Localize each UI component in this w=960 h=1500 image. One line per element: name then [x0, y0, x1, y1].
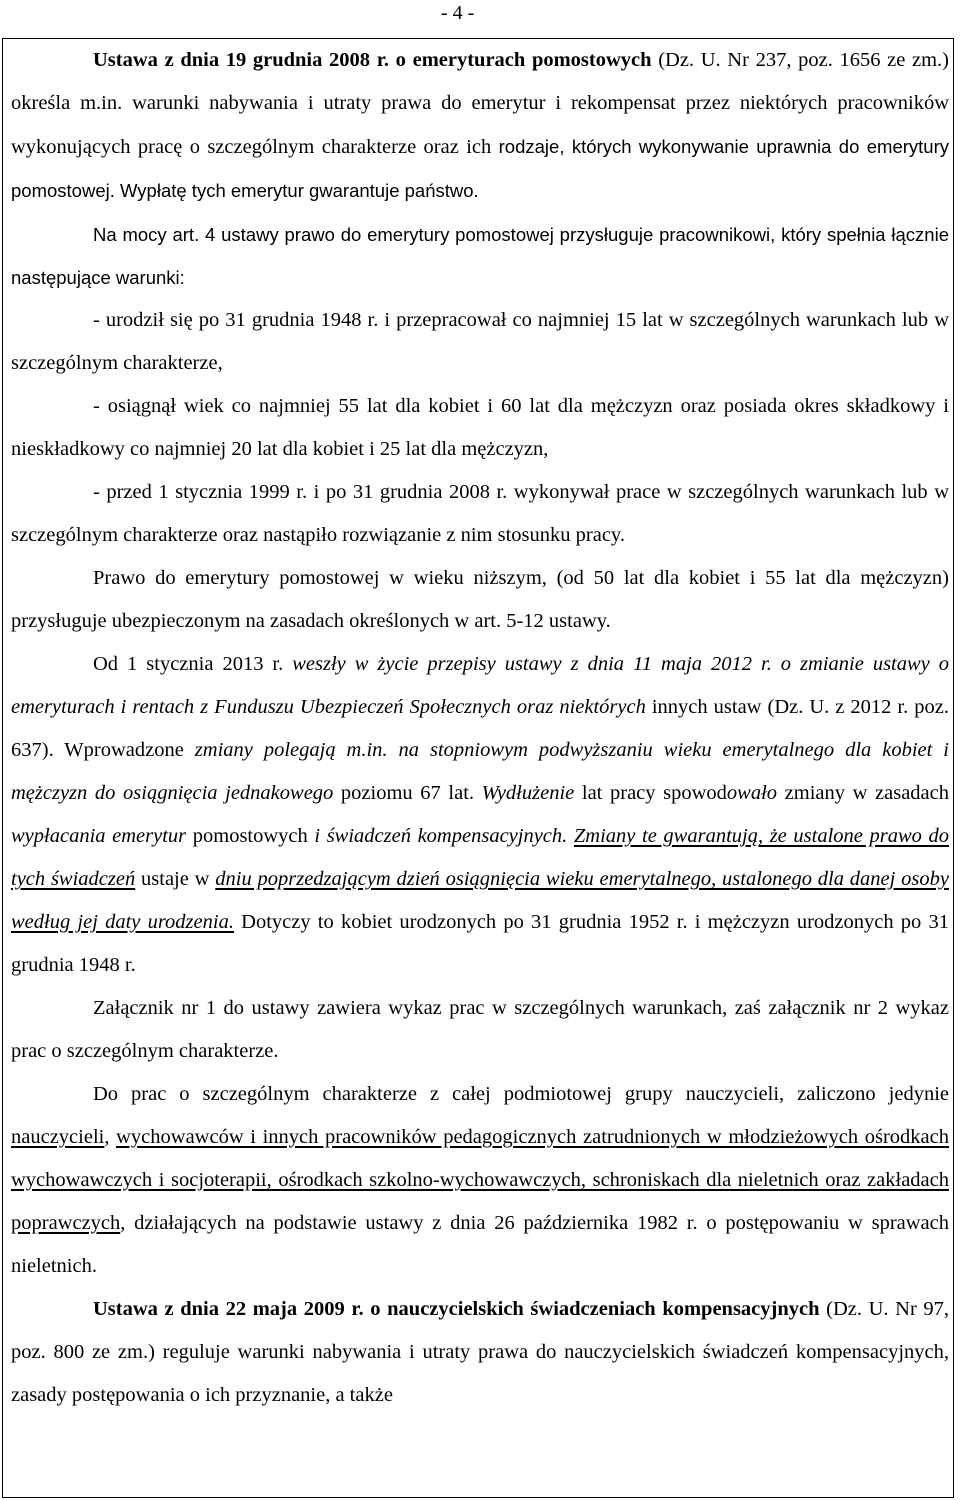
text-segment: Do prac o szczególnym charakterze z całej podmiotowej grupy nauczycieli, zaliczono jedynie	[93, 1083, 949, 1105]
italic-segment: zmiany polegają m.in. na stopniowym podwyższaniu wieku emerytalnego dla kobiet i mężczyzn do osiągnięcia jednakowego	[11, 739, 950, 804]
paragraph-lower-age: Prawo do emerytury pomostowej w wieku niższym, (od 50 lat dla kobiet i 55 lat dla mężczyzn) przysługuje ubezpieczonym na zasadach określonych w art. 5-12 ustawy.	[11, 567, 949, 632]
text-segment: innych ustaw (Dz. U. z 2012 r. poz. 637). Wprowadzone	[11, 696, 949, 761]
act-title-bold: Ustawa z dnia 19 grudnia 2008 r. o emeryturach pomostowych	[93, 49, 652, 71]
page-number: - 4 -	[441, 2, 475, 24]
text-segment: Od 1 stycznia 2013 r.	[93, 653, 293, 675]
italic-underlined-segment: Zmiany te gwarantują, że ustalone prawo do tych świadczeń	[11, 825, 949, 890]
text-segment: , działających na podstawie ustawy z dnia 26 października 1982 r. o postępowaniu w sprawach nieletnich.	[11, 1212, 949, 1277]
paragraph-annexes: Załącznik nr 1 do ustawy zawiera wykaz prac w szczególnych warunkach, zaś załącznik nr 2 wykaz prac o szczególnym charakterze.	[11, 997, 949, 1062]
text-segment: poziomu 67 lat.	[333, 782, 482, 804]
paragraph-2013-changes	[11, 643, 949, 987]
italic-segment: weszły w życie przepisy ustawy z dnia 11 maja 2012 r. o zmianie ustawy o emeryturach i rentach z Funduszu Ubezpieczeń Społecznych oraz niektórych	[11, 653, 949, 718]
condition-age-and-contribution: - osiągnął wiek co najmniej 55 lat dla kobiet i 60 lat dla mężczyzn oraz posiada okres składkowy i nieskładkowy co najmniej 20 lat dla kobiet i 25 lat dla mężczyzn,	[11, 395, 949, 460]
text-segment: zmiany w zasadach	[777, 782, 950, 804]
underlined-segment: nauczycieli	[11, 1126, 105, 1148]
paragraph-pension-act	[11, 39, 949, 213]
document-body	[11, 39, 949, 1417]
underlined-segment: wychowawców i innych pracowników pedagogicznych zatrudnionych w młodzieżowych ośrodkach wychowawczych i socjoterapii, ośrodkach szkolno-wychowawczych, schroniskach dla nieletnich oraz zakładach poprawczych	[11, 1126, 950, 1234]
italic-underlined-segment: dniu poprzedzającym dzień osiągnięcia wieku emerytalnego, ustalonego dla danej osoby według jej daty urodzenia.	[11, 868, 949, 933]
compensation-act-title-bold: Ustawa z dnia 22 maja 2009 r. o nauczycielskich świadczeniach kompensacyjnych	[93, 1298, 820, 1320]
italic-segment: i świadczeń kompensacyjnych.	[314, 825, 568, 847]
condition-born-after-1948: - urodził się po 31 grudnia 1948 r. i przepracował co najmniej 15 lat w szczególnych warunkach lub w szczególnym charakterze,	[11, 309, 949, 374]
text-segment	[567, 825, 574, 847]
article-4-text: Na mocy art. 4 ustawy prawo do emerytury pomostowej przysługuje pracownikowi, który spełnia łącznie następujące warunki:	[11, 224, 949, 288]
document-frame	[2, 38, 954, 1498]
text-segment: ,	[104, 1126, 117, 1148]
text-segment: lat pracy spowod	[574, 782, 727, 804]
act-description-text: (Dz. U. Nr 237, poz. 1656 ze zm.) określa m.in. warunki nabywania i utraty prawa do emerytur i rekompensat przez niektórych pracowników wykonujących pracę o szczególnym charakterze oraz ich	[11, 49, 949, 158]
paragraph-article-4	[11, 213, 949, 299]
text-segment: pomostowych	[186, 825, 315, 847]
text-segment: Dotyczy to kobiet urodzonych po 31 grudnia 1952 r. i mężczyzn urodzonych po 31 grudnia 1948 r.	[11, 911, 949, 976]
text-segment: ustaje w	[135, 868, 216, 890]
italic-segment: owało	[726, 782, 778, 804]
paragraph-compensation-act	[11, 1288, 949, 1417]
italic-segment: wypłacania emerytur	[11, 825, 187, 847]
italic-segment: Wydłużenie	[481, 782, 575, 804]
text-segment: (Dz. U. Nr 97, poz. 800 ze zm.) reguluje warunki nabywania i utraty prawa do nauczycielskich świadczeń kompensacyjnych, zasady postępowania o ich przyznanie, a także	[11, 1298, 950, 1406]
act-description-text-sans: rodzaje, których wykonywanie uprawnia do emerytury pomostowej. Wypłatę tych emerytur gwarantuje państwo.	[11, 136, 949, 201]
condition-work-period: - przed 1 stycznia 1999 r. i po 31 grudnia 2008 r. wykonywał prace w szczególnych warunkach lub w szczególnym charakterze oraz nastąpiło rozwiązanie z nim stosunku pracy.	[11, 481, 949, 546]
paragraph-teachers-special-character	[11, 1073, 949, 1288]
